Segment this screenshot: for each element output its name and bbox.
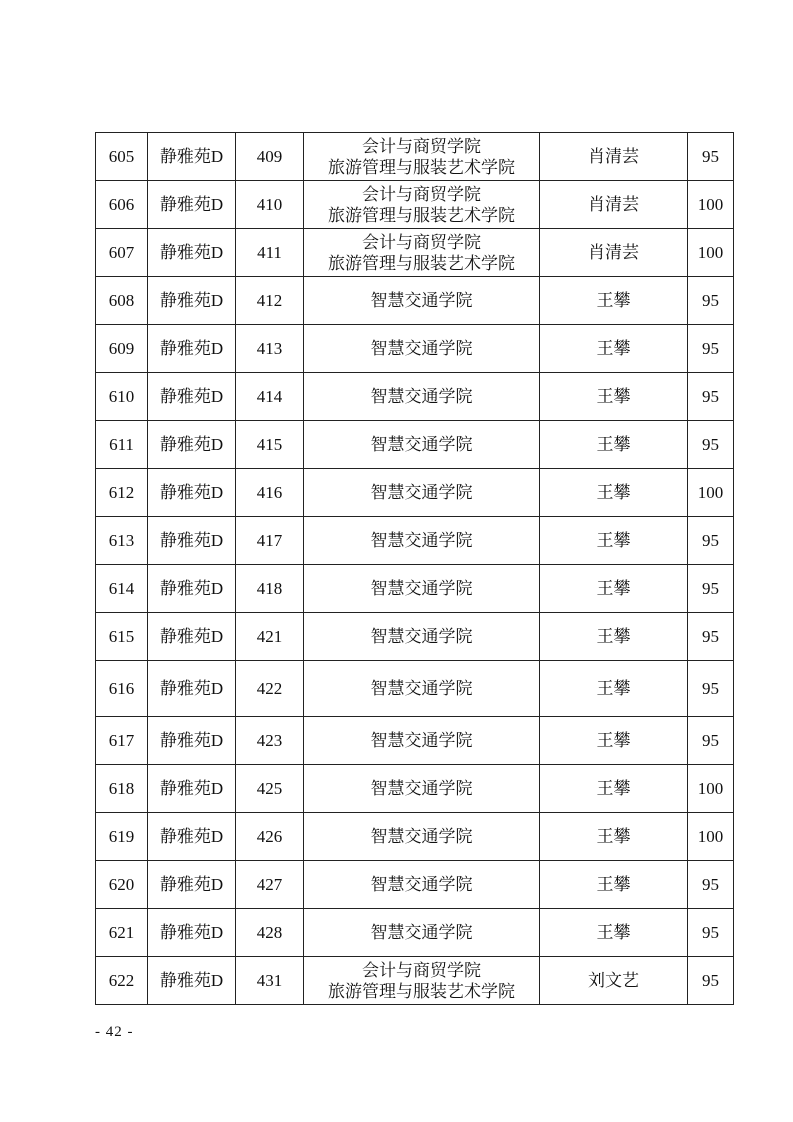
table-row <box>96 469 734 517</box>
room-cell: 415 <box>236 421 304 469</box>
row-number-cell: 620 <box>96 861 148 909</box>
teacher-cell: 王攀 <box>540 277 688 325</box>
college-line: 旅游管理与服装艺术学院 <box>328 157 515 177</box>
building-cell: 静雅苑D <box>148 909 236 957</box>
building-cell: 静雅苑D <box>148 517 236 565</box>
table-row <box>96 717 734 765</box>
college-line: 旅游管理与服装艺术学院 <box>328 205 515 225</box>
teacher-cell: 王攀 <box>540 373 688 421</box>
score-cell: 95 <box>688 661 734 717</box>
room-cell: 413 <box>236 325 304 373</box>
table-row <box>96 373 734 421</box>
room-cell: 428 <box>236 909 304 957</box>
college-cell <box>304 565 540 613</box>
room-cell: 421 <box>236 613 304 661</box>
score-cell: 95 <box>688 717 734 765</box>
teacher-cell: 肖清芸 <box>540 133 688 181</box>
room-cell: 423 <box>236 717 304 765</box>
teacher-cell: 肖清芸 <box>540 229 688 277</box>
college-cell <box>304 517 540 565</box>
college-line: 智慧交通学院 <box>370 339 473 358</box>
building-cell: 静雅苑D <box>148 813 236 861</box>
teacher-cell: 王攀 <box>540 717 688 765</box>
score-cell: 95 <box>688 325 734 373</box>
row-number-cell: 611 <box>96 421 148 469</box>
room-cell: 409 <box>236 133 304 181</box>
college-line: 智慧交通学院 <box>370 779 473 798</box>
row-number-cell: 622 <box>96 957 148 1005</box>
score-cell: 95 <box>688 613 734 661</box>
building-cell: 静雅苑D <box>148 229 236 277</box>
room-cell: 422 <box>236 661 304 717</box>
building-cell: 静雅苑D <box>148 421 236 469</box>
college-cell <box>304 277 540 325</box>
row-number-cell: 621 <box>96 909 148 957</box>
score-cell: 100 <box>688 229 734 277</box>
building-cell: 静雅苑D <box>148 957 236 1005</box>
score-cell: 95 <box>688 957 734 1005</box>
teacher-cell: 王攀 <box>540 325 688 373</box>
table-row <box>96 861 734 909</box>
college-cell <box>304 813 540 861</box>
room-cell: 411 <box>236 229 304 277</box>
building-cell: 静雅苑D <box>148 613 236 661</box>
college-line: 会计与商贸学院 <box>362 960 481 980</box>
table-row <box>96 613 734 661</box>
college-line: 旅游管理与服装艺术学院 <box>328 253 515 273</box>
building-cell: 静雅苑D <box>148 765 236 813</box>
table-row <box>96 765 734 813</box>
building-cell: 静雅苑D <box>148 861 236 909</box>
table-row <box>96 565 734 613</box>
college-line: 会计与商贸学院 <box>362 136 481 156</box>
college-line: 智慧交通学院 <box>370 435 473 454</box>
college-line: 智慧交通学院 <box>370 531 473 550</box>
room-cell: 417 <box>236 517 304 565</box>
teacher-cell: 王攀 <box>540 909 688 957</box>
college-cell <box>304 229 540 277</box>
college-cell <box>304 861 540 909</box>
table-row <box>96 421 734 469</box>
table-row <box>96 133 734 181</box>
row-number-cell: 619 <box>96 813 148 861</box>
teacher-cell: 王攀 <box>540 613 688 661</box>
college-line: 智慧交通学院 <box>370 875 473 894</box>
building-cell: 静雅苑D <box>148 373 236 421</box>
score-cell: 100 <box>688 765 734 813</box>
room-cell: 416 <box>236 469 304 517</box>
table-row <box>96 517 734 565</box>
teacher-cell: 王攀 <box>540 765 688 813</box>
score-cell: 100 <box>688 181 734 229</box>
building-cell: 静雅苑D <box>148 277 236 325</box>
row-number-cell: 606 <box>96 181 148 229</box>
building-cell: 静雅苑D <box>148 717 236 765</box>
teacher-cell: 王攀 <box>540 469 688 517</box>
building-cell: 静雅苑D <box>148 325 236 373</box>
teacher-cell: 王攀 <box>540 661 688 717</box>
room-cell: 410 <box>236 181 304 229</box>
teacher-cell: 王攀 <box>540 813 688 861</box>
score-cell: 100 <box>688 469 734 517</box>
row-number-cell: 617 <box>96 717 148 765</box>
college-line: 智慧交通学院 <box>370 827 473 846</box>
score-cell: 95 <box>688 861 734 909</box>
row-number-cell: 616 <box>96 661 148 717</box>
college-cell <box>304 661 540 717</box>
college-cell <box>304 717 540 765</box>
college-line: 智慧交通学院 <box>370 923 473 942</box>
teacher-cell: 肖清芸 <box>540 181 688 229</box>
building-cell: 静雅苑D <box>148 469 236 517</box>
table-row <box>96 909 734 957</box>
score-cell: 95 <box>688 373 734 421</box>
row-number-cell: 610 <box>96 373 148 421</box>
room-cell: 426 <box>236 813 304 861</box>
table-row <box>96 229 734 277</box>
college-cell <box>304 373 540 421</box>
college-line: 智慧交通学院 <box>370 679 473 698</box>
row-number-cell: 612 <box>96 469 148 517</box>
college-cell <box>304 181 540 229</box>
college-cell <box>304 469 540 517</box>
row-number-cell: 613 <box>96 517 148 565</box>
room-cell: 425 <box>236 765 304 813</box>
table-row <box>96 661 734 717</box>
college-cell <box>304 957 540 1005</box>
score-cell: 95 <box>688 565 734 613</box>
college-line: 智慧交通学院 <box>370 291 473 310</box>
building-cell: 静雅苑D <box>148 661 236 717</box>
teacher-cell: 王攀 <box>540 421 688 469</box>
page-number: - 42 - <box>95 1024 134 1040</box>
college-line: 智慧交通学院 <box>370 483 473 502</box>
room-cell: 412 <box>236 277 304 325</box>
row-number-cell: 614 <box>96 565 148 613</box>
teacher-cell: 王攀 <box>540 565 688 613</box>
room-cell: 414 <box>236 373 304 421</box>
table-row <box>96 277 734 325</box>
college-cell <box>304 765 540 813</box>
room-cell: 418 <box>236 565 304 613</box>
college-line: 会计与商贸学院 <box>362 232 481 252</box>
college-cell <box>304 421 540 469</box>
row-number-cell: 618 <box>96 765 148 813</box>
row-number-cell: 605 <box>96 133 148 181</box>
row-number-cell: 607 <box>96 229 148 277</box>
room-cell: 431 <box>236 957 304 1005</box>
teacher-cell: 刘文艺 <box>540 957 688 1005</box>
college-line: 智慧交通学院 <box>370 387 473 406</box>
building-cell: 静雅苑D <box>148 181 236 229</box>
table-row <box>96 181 734 229</box>
college-cell <box>304 325 540 373</box>
college-cell <box>304 909 540 957</box>
row-number-cell: 615 <box>96 613 148 661</box>
score-cell: 95 <box>688 133 734 181</box>
table-row <box>96 813 734 861</box>
college-line: 智慧交通学院 <box>370 579 473 598</box>
teacher-cell: 王攀 <box>540 861 688 909</box>
score-cell: 100 <box>688 813 734 861</box>
college-line: 会计与商贸学院 <box>362 184 481 204</box>
building-cell: 静雅苑D <box>148 133 236 181</box>
college-line: 智慧交通学院 <box>370 731 473 750</box>
score-cell: 95 <box>688 277 734 325</box>
table-row <box>96 957 734 1005</box>
row-number-cell: 609 <box>96 325 148 373</box>
score-cell: 95 <box>688 421 734 469</box>
college-cell <box>304 133 540 181</box>
college-line: 智慧交通学院 <box>370 627 473 646</box>
score-cell: 95 <box>688 517 734 565</box>
college-cell <box>304 613 540 661</box>
room-cell: 427 <box>236 861 304 909</box>
row-number-cell: 608 <box>96 277 148 325</box>
building-cell: 静雅苑D <box>148 565 236 613</box>
teacher-cell: 王攀 <box>540 517 688 565</box>
dormitory-score-table <box>95 132 734 1005</box>
score-cell: 95 <box>688 909 734 957</box>
table-body <box>96 133 734 1005</box>
college-line: 旅游管理与服装艺术学院 <box>328 981 515 1001</box>
table-row <box>96 325 734 373</box>
